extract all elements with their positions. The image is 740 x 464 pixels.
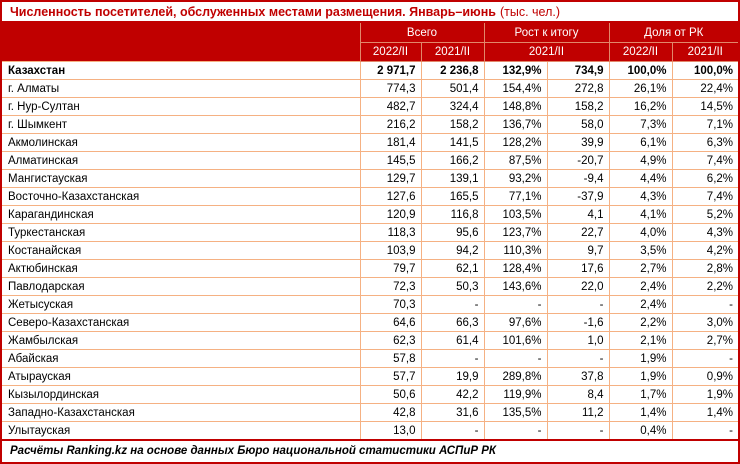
region-name-cell: Атырауская — [2, 368, 360, 386]
value-cell: 324,4 — [421, 98, 484, 116]
region-column-header — [2, 23, 360, 62]
table-row — [2, 206, 738, 224]
value-cell: - — [484, 296, 547, 314]
col-group-growth: Рост к итогу — [484, 23, 609, 43]
table-row — [2, 386, 738, 404]
value-cell: 6,3% — [672, 134, 738, 152]
table-row — [2, 278, 738, 296]
value-cell: 50,3 — [421, 278, 484, 296]
region-name-cell: Павлодарская — [2, 278, 360, 296]
value-cell: 4,4% — [609, 170, 672, 188]
region-name-cell: Кызылординская — [2, 386, 360, 404]
value-cell: 4,0% — [609, 224, 672, 242]
value-cell: 0,4% — [609, 422, 672, 441]
region-name-cell: Жамбылская — [2, 332, 360, 350]
col-group-share: Доля от РК — [609, 23, 738, 43]
table-row — [2, 62, 738, 80]
value-cell: 14,5% — [672, 98, 738, 116]
value-cell: 123,7% — [484, 224, 547, 242]
value-cell: 57,8 — [360, 350, 421, 368]
value-cell: - — [547, 422, 609, 441]
value-cell: 2,7% — [609, 260, 672, 278]
value-cell: - — [421, 422, 484, 441]
value-cell: 181,4 — [360, 134, 421, 152]
value-cell: 3,5% — [609, 242, 672, 260]
value-cell: 64,6 — [360, 314, 421, 332]
table-row — [2, 260, 738, 278]
region-name-cell: Жетысуская — [2, 296, 360, 314]
value-cell: - — [421, 350, 484, 368]
data-table — [2, 23, 738, 461]
value-cell: 127,6 — [360, 188, 421, 206]
value-cell: 1,9% — [609, 368, 672, 386]
value-cell: 5,2% — [672, 206, 738, 224]
value-cell: 158,2 — [547, 98, 609, 116]
value-cell: 8,4 — [547, 386, 609, 404]
value-cell: 2 971,7 — [360, 62, 421, 80]
value-cell: -20,7 — [547, 152, 609, 170]
value-cell: 31,6 — [421, 404, 484, 422]
value-cell: 62,3 — [360, 332, 421, 350]
value-cell: 101,6% — [484, 332, 547, 350]
value-cell: 110,3% — [484, 242, 547, 260]
value-cell: 39,9 — [547, 134, 609, 152]
value-cell: 22,0 — [547, 278, 609, 296]
value-cell: 141,5 — [421, 134, 484, 152]
table-row — [2, 188, 738, 206]
value-cell: 22,4% — [672, 80, 738, 98]
region-name-cell: Мангистауская — [2, 170, 360, 188]
col-year-total-2022: 2022/II — [360, 43, 421, 62]
region-name-cell: Западно-Казахстанская — [2, 404, 360, 422]
table-row — [2, 368, 738, 386]
table-row — [2, 152, 738, 170]
region-name-cell: Карагандинская — [2, 206, 360, 224]
value-cell: 72,3 — [360, 278, 421, 296]
value-cell: 42,2 — [421, 386, 484, 404]
value-cell: 135,5% — [484, 404, 547, 422]
value-cell: 2,4% — [609, 296, 672, 314]
value-cell: 166,2 — [421, 152, 484, 170]
value-cell: 482,7 — [360, 98, 421, 116]
value-cell: 120,9 — [360, 206, 421, 224]
report-title-text: Численность посетителей, обслуженных местами размещения. Январь–июнь — [10, 4, 496, 19]
table-row — [2, 404, 738, 422]
region-name-cell: Восточно-Казахстанская — [2, 188, 360, 206]
table-row — [2, 422, 738, 441]
col-year-share-2022: 2022/II — [609, 43, 672, 62]
value-cell: 0,9% — [672, 368, 738, 386]
value-cell: 19,9 — [421, 368, 484, 386]
value-cell: 70,3 — [360, 296, 421, 314]
region-name-cell: Костанайская — [2, 242, 360, 260]
value-cell: 3,0% — [672, 314, 738, 332]
value-cell: - — [547, 296, 609, 314]
table-row — [2, 116, 738, 134]
region-name-cell: Абайская — [2, 350, 360, 368]
value-cell: 42,8 — [360, 404, 421, 422]
value-cell: 1,9% — [672, 386, 738, 404]
value-cell: 2,2% — [672, 278, 738, 296]
value-cell: 50,6 — [360, 386, 421, 404]
table-row — [2, 134, 738, 152]
value-cell: 2,4% — [609, 278, 672, 296]
col-year-total-2021: 2021/II — [421, 43, 484, 62]
value-cell: 6,1% — [609, 134, 672, 152]
value-cell: 139,1 — [421, 170, 484, 188]
value-cell: - — [484, 422, 547, 441]
source-note: Расчёты Ranking.kz на основе данных Бюро национальной статистики АСПиР РК — [2, 440, 738, 461]
col-group-total: Всего — [360, 23, 484, 43]
value-cell: 148,8% — [484, 98, 547, 116]
value-cell: 4,3% — [609, 188, 672, 206]
value-cell: 7,1% — [672, 116, 738, 134]
value-cell: 17,6 — [547, 260, 609, 278]
value-cell: 103,9 — [360, 242, 421, 260]
table-row — [2, 314, 738, 332]
value-cell: 4,3% — [672, 224, 738, 242]
value-cell: - — [547, 350, 609, 368]
value-cell: 13,0 — [360, 422, 421, 441]
report-title — [2, 2, 738, 23]
table-row — [2, 224, 738, 242]
value-cell: 136,7% — [484, 116, 547, 134]
value-cell: 7,4% — [672, 188, 738, 206]
value-cell: 116,8 — [421, 206, 484, 224]
value-cell: 7,4% — [672, 152, 738, 170]
value-cell: 289,8% — [484, 368, 547, 386]
value-cell: - — [672, 296, 738, 314]
value-cell: 1,7% — [609, 386, 672, 404]
table-row — [2, 350, 738, 368]
value-cell: 2 236,8 — [421, 62, 484, 80]
value-cell: 100,0% — [672, 62, 738, 80]
value-cell: 2,2% — [609, 314, 672, 332]
value-cell: 66,3 — [421, 314, 484, 332]
region-name-cell: г. Алматы — [2, 80, 360, 98]
value-cell: 1,4% — [672, 404, 738, 422]
region-name-cell: Акмолинская — [2, 134, 360, 152]
value-cell: -9,4 — [547, 170, 609, 188]
value-cell: 22,7 — [547, 224, 609, 242]
value-cell: 734,9 — [547, 62, 609, 80]
region-name-cell: г. Шымкент — [2, 116, 360, 134]
table-body — [2, 62, 738, 441]
value-cell: 9,7 — [547, 242, 609, 260]
value-cell: - — [484, 350, 547, 368]
value-cell: 501,4 — [421, 80, 484, 98]
value-cell: 11,2 — [547, 404, 609, 422]
value-cell: 272,8 — [547, 80, 609, 98]
value-cell: 119,9% — [484, 386, 547, 404]
value-cell: -1,6 — [547, 314, 609, 332]
value-cell: 132,9% — [484, 62, 547, 80]
value-cell: 57,7 — [360, 368, 421, 386]
value-cell: 62,1 — [421, 260, 484, 278]
table-header — [2, 23, 738, 62]
table-row — [2, 80, 738, 98]
value-cell: 7,3% — [609, 116, 672, 134]
value-cell: 77,1% — [484, 188, 547, 206]
value-cell: 165,5 — [421, 188, 484, 206]
value-cell: 26,1% — [609, 80, 672, 98]
value-cell: - — [672, 350, 738, 368]
value-cell: 95,6 — [421, 224, 484, 242]
value-cell: 4,1% — [609, 206, 672, 224]
value-cell: 94,2 — [421, 242, 484, 260]
value-cell: 158,2 — [421, 116, 484, 134]
value-cell: 79,7 — [360, 260, 421, 278]
table-footer — [2, 440, 738, 461]
value-cell: 128,2% — [484, 134, 547, 152]
value-cell: - — [421, 296, 484, 314]
value-cell: 145,5 — [360, 152, 421, 170]
value-cell: 154,4% — [484, 80, 547, 98]
table-row — [2, 98, 738, 116]
value-cell: 103,5% — [484, 206, 547, 224]
value-cell: 1,4% — [609, 404, 672, 422]
value-cell: 4,2% — [672, 242, 738, 260]
value-cell: 4,1 — [547, 206, 609, 224]
value-cell: 216,2 — [360, 116, 421, 134]
value-cell: 58,0 — [547, 116, 609, 134]
region-name-cell: г. Нур-Султан — [2, 98, 360, 116]
value-cell: 97,6% — [484, 314, 547, 332]
value-cell: 1,0 — [547, 332, 609, 350]
value-cell: 2,8% — [672, 260, 738, 278]
value-cell: 128,4% — [484, 260, 547, 278]
value-cell: 129,7 — [360, 170, 421, 188]
table-row — [2, 296, 738, 314]
value-cell: 6,2% — [672, 170, 738, 188]
value-cell: 774,3 — [360, 80, 421, 98]
value-cell: 2,7% — [672, 332, 738, 350]
region-name-cell: Актюбинская — [2, 260, 360, 278]
col-year-growth-2021: 2021/II — [484, 43, 609, 62]
value-cell: 87,5% — [484, 152, 547, 170]
region-name-cell: Улытауская — [2, 422, 360, 441]
region-name-cell: Северо-Казахстанская — [2, 314, 360, 332]
value-cell: 37,8 — [547, 368, 609, 386]
table-row — [2, 170, 738, 188]
region-name-cell: Туркестанская — [2, 224, 360, 242]
col-year-share-2021: 2021/II — [672, 43, 738, 62]
value-cell: 16,2% — [609, 98, 672, 116]
value-cell: 61,4 — [421, 332, 484, 350]
value-cell: 1,9% — [609, 350, 672, 368]
table-row — [2, 332, 738, 350]
value-cell: 2,1% — [609, 332, 672, 350]
report-title-units: (тыс. чел.) — [499, 4, 561, 19]
region-name-cell: Алматинская — [2, 152, 360, 170]
table-row — [2, 242, 738, 260]
value-cell: 143,6% — [484, 278, 547, 296]
value-cell: - — [672, 422, 738, 441]
value-cell: 100,0% — [609, 62, 672, 80]
value-cell: 93,2% — [484, 170, 547, 188]
value-cell: -37,9 — [547, 188, 609, 206]
value-cell: 118,3 — [360, 224, 421, 242]
value-cell: 4,9% — [609, 152, 672, 170]
region-name-cell: Казахстан — [2, 62, 360, 80]
